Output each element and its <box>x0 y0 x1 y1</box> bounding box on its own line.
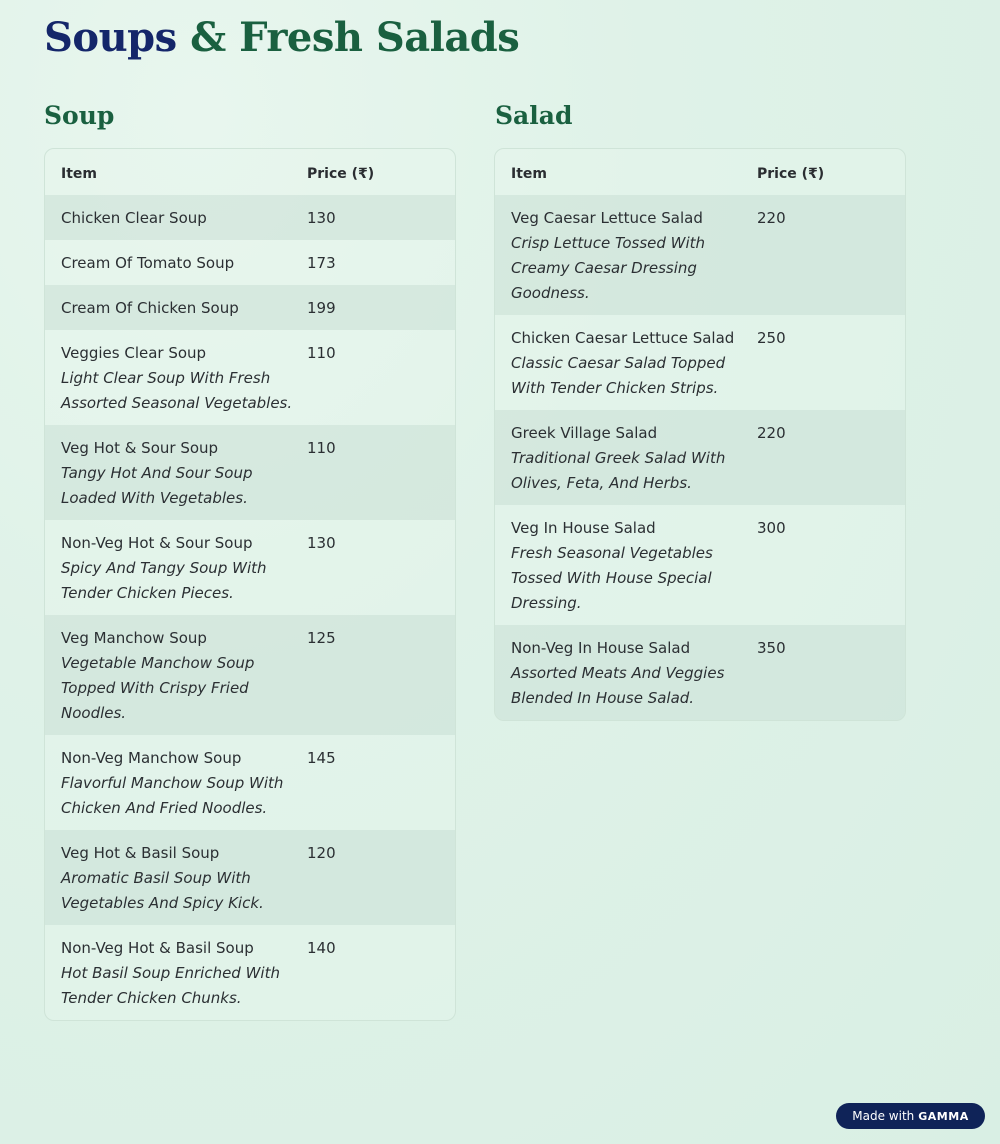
made-with-gamma-badge[interactable] <box>836 1103 985 1129</box>
item-cell <box>61 251 307 276</box>
item-name: Veg In House Salad <box>511 519 656 537</box>
salad-col-price: Price (₹) <box>757 166 825 182</box>
table-row <box>45 425 455 520</box>
item-cell <box>511 636 757 711</box>
item-price: 145 <box>307 749 336 767</box>
table-row <box>495 625 905 720</box>
salad-table <box>494 148 906 721</box>
item-price: 220 <box>757 209 786 227</box>
item-cell <box>61 746 307 821</box>
table-row <box>45 615 455 735</box>
table-row <box>495 410 905 505</box>
item-description: Light Clear Soup With Fresh Assorted Seasonal Vegetables. <box>61 369 293 412</box>
item-description: Traditional Greek Salad With Olives, Feta, And Herbs. <box>511 449 726 492</box>
soup-table-header <box>45 149 455 195</box>
table-row <box>495 505 905 625</box>
item-name: Veg Hot & Sour Soup <box>61 439 219 457</box>
item-price: 125 <box>307 629 336 647</box>
item-cell <box>61 206 307 231</box>
table-row <box>45 330 455 425</box>
item-name: Veg Hot & Basil Soup <box>61 844 220 862</box>
item-description: Spicy And Tangy Soup With Tender Chicken Pieces. <box>61 559 267 602</box>
item-name: Veg Manchow Soup <box>61 629 207 647</box>
page-title <box>44 12 519 64</box>
item-name: Cream Of Tomato Soup <box>61 254 235 272</box>
item-price: 140 <box>307 939 336 957</box>
item-price: 173 <box>307 254 336 272</box>
item-cell <box>511 421 757 496</box>
item-price: 300 <box>757 519 786 537</box>
item-name: Greek Village Salad <box>511 424 658 442</box>
table-row <box>495 315 905 410</box>
salad-table-header <box>495 149 905 195</box>
page-title-part2: & Fresh Salads <box>190 14 520 61</box>
item-cell <box>61 341 307 416</box>
gamma-logo: GAMMA <box>918 1109 969 1123</box>
item-price: 110 <box>307 344 336 362</box>
item-description: Vegetable Manchow Soup Topped With Crispy Fried Noodles. <box>61 654 255 722</box>
salad-col-item: Item <box>511 166 547 182</box>
table-row <box>45 925 455 1020</box>
item-name: Chicken Clear Soup <box>61 209 207 227</box>
item-cell <box>61 626 307 726</box>
item-cell <box>61 296 307 321</box>
soup-rows <box>45 195 455 1020</box>
page-title-part1: Soups <box>44 14 177 61</box>
item-price: 110 <box>307 439 336 457</box>
item-description: Fresh Seasonal Vegetables Tossed With House Special Dressing. <box>511 544 713 612</box>
badge-made-with: Made with <box>852 1109 915 1123</box>
item-price: 250 <box>757 329 786 347</box>
table-row <box>495 195 905 315</box>
table-row <box>45 195 455 240</box>
item-description: Tangy Hot And Sour Soup Loaded With Vegetables. <box>61 464 253 507</box>
item-cell <box>61 841 307 916</box>
item-cell <box>511 206 757 306</box>
item-cell <box>61 531 307 606</box>
item-name: Veggies Clear Soup <box>61 344 207 362</box>
item-name: Chicken Caesar Lettuce Salad <box>511 329 735 347</box>
table-row <box>45 520 455 615</box>
item-name: Veg Caesar Lettuce Salad <box>511 209 703 227</box>
item-name: Non-Veg In House Salad <box>511 639 691 657</box>
item-description: Assorted Meats And Veggies Blended In House Salad. <box>511 664 725 707</box>
item-cell <box>511 326 757 401</box>
item-price: 130 <box>307 209 336 227</box>
item-price: 199 <box>307 299 336 317</box>
item-cell <box>61 436 307 511</box>
item-price: 220 <box>757 424 786 442</box>
soup-col-price: Price (₹) <box>307 166 375 182</box>
item-price: 120 <box>307 844 336 862</box>
table-row <box>45 830 455 925</box>
item-name: Non-Veg Hot & Basil Soup <box>61 939 254 957</box>
soup-table <box>44 148 456 1021</box>
item-name: Non-Veg Hot & Sour Soup <box>61 534 253 552</box>
item-name: Cream Of Chicken Soup <box>61 299 239 317</box>
item-cell <box>511 516 757 616</box>
soup-heading: Soup <box>44 101 115 130</box>
item-description: Crisp Lettuce Tossed With Creamy Caesar Dressing Goodness. <box>511 234 706 302</box>
item-cell <box>61 936 307 1011</box>
item-name: Non-Veg Manchow Soup <box>61 749 242 767</box>
table-row <box>45 735 455 830</box>
salad-heading: Salad <box>495 101 573 130</box>
item-description: Hot Basil Soup Enriched With Tender Chicken Chunks. <box>61 964 280 1007</box>
item-description: Flavorful Manchow Soup With Chicken And Fried Noodles. <box>61 774 284 817</box>
table-row <box>45 285 455 330</box>
soup-col-item: Item <box>61 166 97 182</box>
item-description: Classic Caesar Salad Topped With Tender Chicken Strips. <box>511 354 726 397</box>
item-price: 350 <box>757 639 786 657</box>
salad-rows <box>495 195 905 720</box>
table-row <box>45 240 455 285</box>
item-price: 130 <box>307 534 336 552</box>
item-description: Aromatic Basil Soup With Vegetables And Spicy Kick. <box>61 869 264 912</box>
